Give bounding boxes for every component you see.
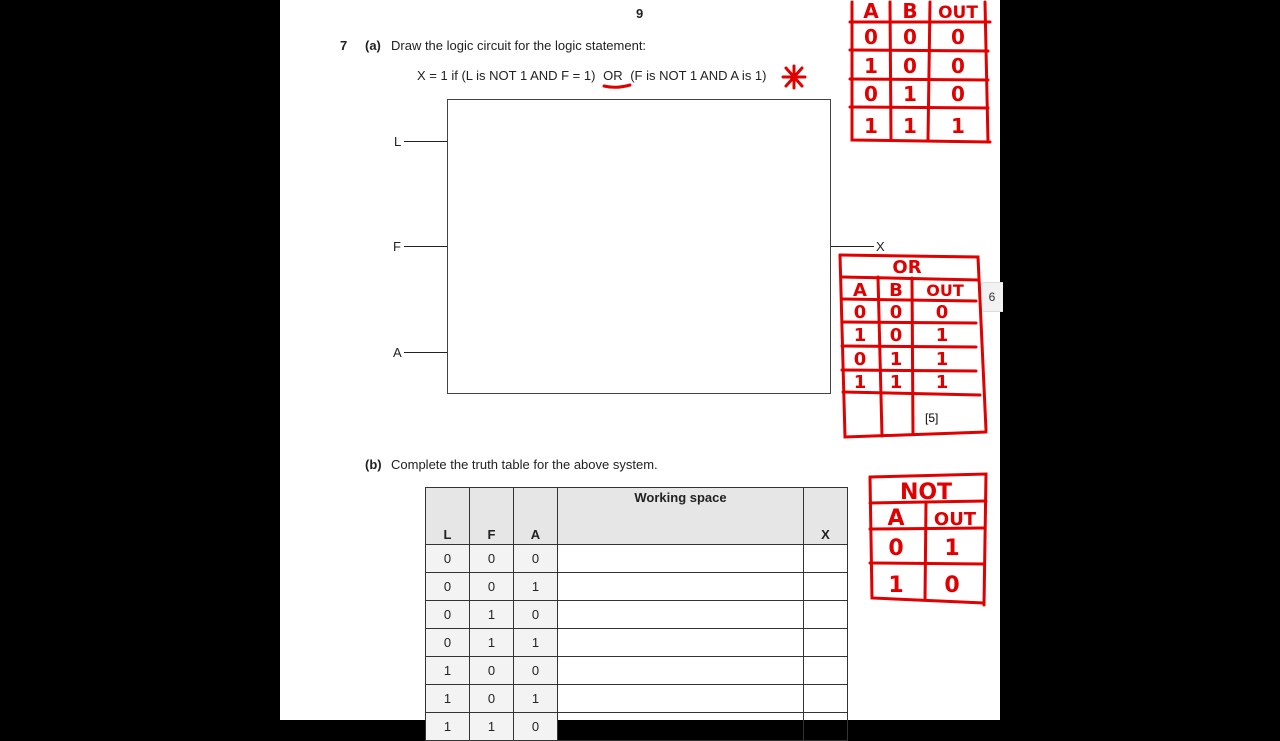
cell-l: 1 <box>426 657 470 685</box>
cell-f: 1 <box>470 629 514 657</box>
cell-l: 1 <box>426 685 470 713</box>
or-header-out: OUT <box>926 281 964 300</box>
or-cell: 0 <box>853 302 867 323</box>
not-header-out: OUT <box>933 509 977 530</box>
or-header-a: A <box>853 280 867 301</box>
and-cell: 0 <box>864 25 878 49</box>
page-number: 9 <box>636 6 644 21</box>
or-cell: 1 <box>935 372 949 393</box>
cell-l: 0 <box>426 601 470 629</box>
input-label-f: F <box>393 239 401 254</box>
or-cell: 1 <box>935 325 949 346</box>
statement-part-1: X = 1 if (L is NOT 1 AND F = 1) <box>417 68 596 83</box>
cell-f: 0 <box>470 685 514 713</box>
part-a-label: (a) <box>365 38 381 53</box>
cell-f: 0 <box>470 573 514 601</box>
not-title: NOT <box>899 480 953 505</box>
margin-marks-tab: 6 <box>980 282 1003 312</box>
cell-l: 1 <box>426 713 470 741</box>
header-x: X <box>804 488 848 545</box>
or-cell: 0 <box>889 302 903 323</box>
or-title: OR <box>892 257 922 278</box>
cell-a: 1 <box>514 573 558 601</box>
cell-a: 0 <box>514 601 558 629</box>
and-cell: 0 <box>951 82 965 106</box>
and-cell: 1 <box>864 54 878 78</box>
or-cell: 1 <box>853 372 867 393</box>
part-a-instruction: Draw the logic circuit for the logic statement: <box>391 38 647 53</box>
asterisk-mark <box>783 66 805 88</box>
and-cell: 0 <box>903 54 917 78</box>
cell-a: 0 <box>514 657 558 685</box>
and-header-a: A <box>863 0 879 23</box>
not-cell: 0 <box>888 536 904 561</box>
cell-a: 0 <box>514 545 558 573</box>
or-cell: 0 <box>935 302 949 323</box>
cell-a: 1 <box>514 629 558 657</box>
or-cell: 1 <box>889 349 903 370</box>
not-cell: 1 <box>944 536 960 561</box>
not-cell: 1 <box>888 573 904 598</box>
header-f: F <box>470 488 514 545</box>
question-number: 7 <box>340 38 348 53</box>
part-b-instruction: Complete the truth table for the above system. <box>391 457 658 472</box>
and-cell: 0 <box>951 25 965 49</box>
or-header-b: B <box>889 280 903 301</box>
cell-l: 0 <box>426 573 470 601</box>
statement-or: OR <box>603 68 623 83</box>
cell-f: 1 <box>470 713 514 741</box>
and-cell: 0 <box>951 54 965 78</box>
or-cell: 0 <box>853 349 867 370</box>
cell-l: 0 <box>426 545 470 573</box>
or-cell: 1 <box>889 372 903 393</box>
input-label-a: A <box>393 345 402 360</box>
not-header-a: A <box>887 506 905 531</box>
header-working-space: Working space <box>558 488 804 545</box>
or-underline <box>604 85 630 87</box>
or-cell: 1 <box>935 349 949 370</box>
and-cell: 1 <box>864 114 878 138</box>
cell-f: 0 <box>470 657 514 685</box>
cell-f: 1 <box>470 601 514 629</box>
or-cell: 1 <box>853 325 867 346</box>
and-cell: 0 <box>903 25 917 49</box>
and-cell: 1 <box>903 82 917 106</box>
or-cell: 0 <box>889 325 903 346</box>
and-cell: 0 <box>864 82 878 106</box>
output-label-x: X <box>876 239 885 254</box>
cell-a: 0 <box>514 713 558 741</box>
header-a: A <box>514 488 558 545</box>
part-b-label: (b) <box>365 457 382 472</box>
and-header-b: B <box>902 0 918 23</box>
input-label-l: L <box>394 134 402 149</box>
header-l: L <box>426 488 470 545</box>
and-cell: 1 <box>951 114 965 138</box>
cell-l: 0 <box>426 629 470 657</box>
not-gate-table-text <box>887 480 976 598</box>
cell-f: 0 <box>470 545 514 573</box>
and-cell: 1 <box>903 114 917 138</box>
and-header-out: OUT <box>938 3 978 23</box>
marks-part-a: [5] <box>925 411 939 425</box>
not-cell: 0 <box>944 573 960 598</box>
statement-part-2: (F is NOT 1 AND A is 1) <box>630 68 767 83</box>
cell-a: 1 <box>514 685 558 713</box>
